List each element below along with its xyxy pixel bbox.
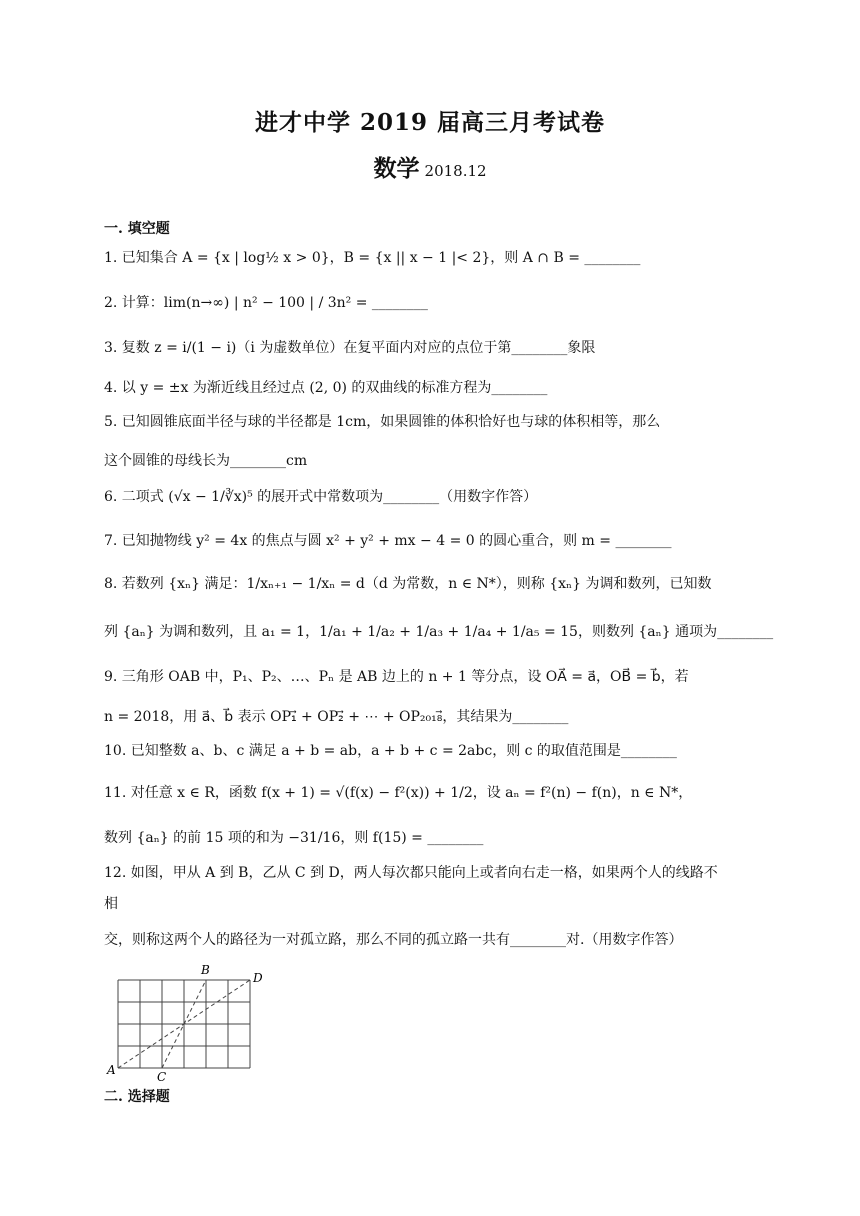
question-9a: 9. 三角形 OAB 中，P₁、P₂、…、Pₙ 是 AB 边上的 n + 1 等分点，设 OA⃗ = a⃗，OB⃗ = b⃗，若: [104, 669, 689, 685]
path-grid-figure: [104, 962, 274, 1082]
question-12c: 交，则称这两个人的路径为一对孤立路，那么不同的孤立路一共有________对.（用数字作答）: [104, 932, 683, 948]
question-10: 10. 已知整数 a、b、c 满足 a + b = ab，a + b + c = 2abc，则 c 的取值范围是________: [104, 743, 677, 759]
question-5b: 这个圆锥的母线长为________cm: [104, 453, 308, 469]
exam-date: 2018.12: [424, 162, 487, 180]
question-12b: 相: [104, 896, 118, 912]
question-12a: 12. 如图，甲从 A 到 B，乙从 C 到 D，两人每次都只能向上或者向右走一格，如果两个人的线路不: [104, 865, 718, 881]
question-8b: 列 {aₙ} 为调和数列，且 a₁ = 1，1/a₁ + 1/a₂ + 1/a₃ + 1/a₄ + 1/a₅ = 15，则数列 {aₙ} 通项为________: [104, 624, 774, 640]
label-c: C: [157, 1070, 167, 1082]
label-b: B: [201, 963, 210, 977]
question-4: 4. 以 y = ±x 为渐近线且经过点 (2, 0) 的双曲线的标准方程为________: [104, 380, 548, 396]
question-2: 2. 计算：lim(n→∞) | n² − 100 | / 3n² = ________: [104, 295, 428, 311]
question-11a: 11. 对任意 x ∈ R，函数 f(x + 1) = √(f(x) − f²(x)) + 1/2，设 aₙ = f²(n) − f(n)，n ∈ N*，: [104, 785, 693, 801]
label-a: A: [107, 1063, 116, 1077]
question-9b: n = 2018，用 a⃗、b⃗ 表示 OP₁⃗ + OP₂⃗ + ⋯ + OP₂₀₁₈⃗，其结果为________: [104, 709, 569, 725]
section-choice-heading: 二. 选择题: [104, 1089, 170, 1105]
exam-subtitle: [0, 150, 860, 183]
label-d: D: [253, 971, 263, 985]
question-8a: 8. 若数列 {xₙ} 满足：1/xₙ₊₁ − 1/xₙ = d（d 为常数，n ∈ N*），则称 {xₙ} 为调和数列，已知数: [104, 576, 712, 592]
subject-label: 数学: [373, 155, 420, 182]
exam-title: 进才中学 2019 届高三月考试卷: [254, 109, 606, 136]
question-5a: 5. 已知圆锥底面半径与球的半径都是 1cm，如果圆锥的体积恰好也与球的体积相等，那么: [104, 414, 661, 430]
question-1: 1. 已知集合 A = {x | log½ x > 0}，B = {x || x − 1 |< 2}，则 A ∩ B = ________: [104, 250, 641, 266]
question-11b: 数列 {aₙ} 的前 15 项的和为 −31/16，则 f(15) = ________: [104, 830, 484, 846]
question-3: 3. 复数 z = i/(1 − i)（i 为虚数单位）在复平面内对应的点位于第________象限: [104, 340, 596, 356]
question-7: 7. 已知抛物线 y² = 4x 的焦点与圆 x² + y² + mx − 4 = 0 的圆心重合，则 m = ________: [104, 533, 672, 549]
section-fill-in-heading: 一. 填空题: [104, 221, 170, 237]
question-6: 6. 二项式 (√x − 1/∛x)⁵ 的展开式中常数项为________（用数字作答）: [104, 489, 538, 505]
